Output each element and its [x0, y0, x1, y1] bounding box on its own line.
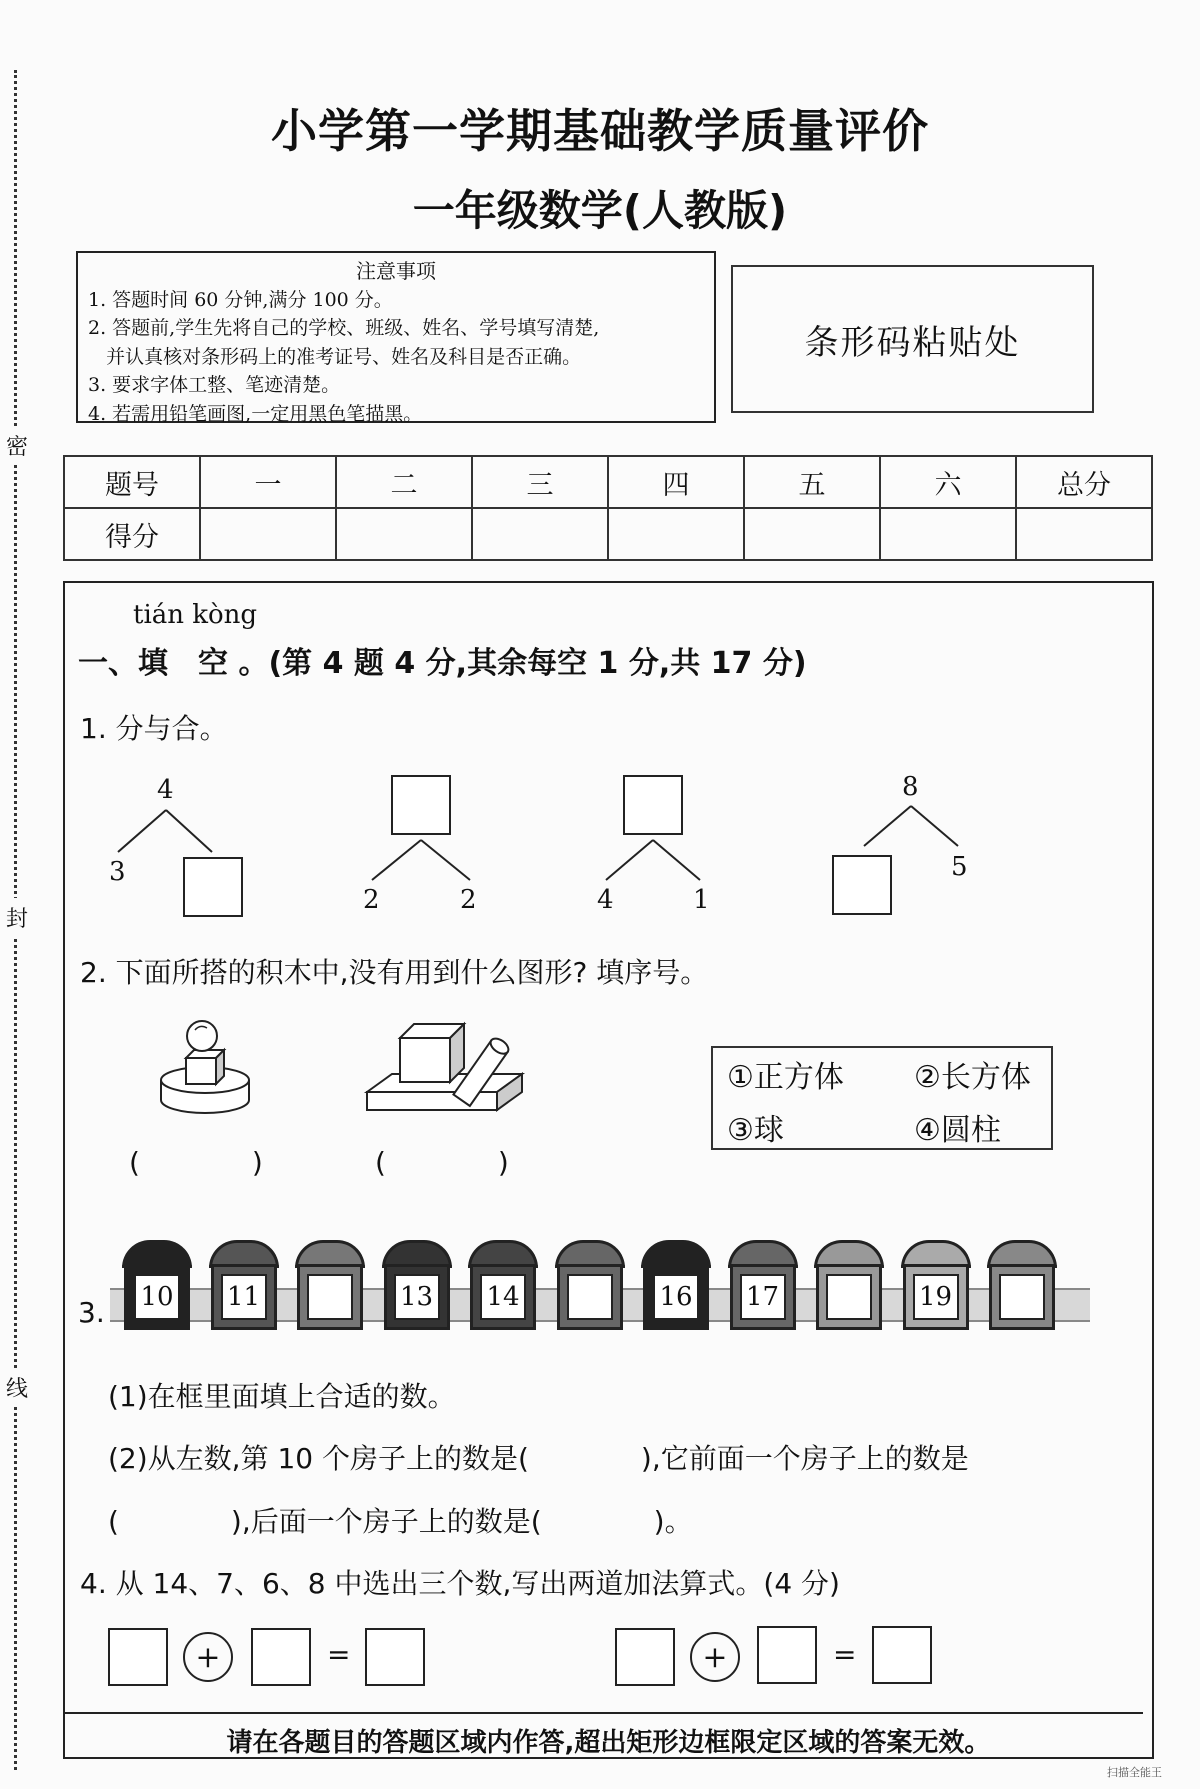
house: [641, 1240, 711, 1330]
page-subtitle: 一年级数学(人教版): [412, 186, 788, 235]
house: [814, 1240, 884, 1330]
barcode-label: 条形码粘贴处: [804, 322, 1021, 363]
scanner-watermark: 扫描全能王: [1107, 1766, 1162, 1779]
q1-label: 1. 分与合。: [80, 712, 228, 745]
addend-box[interactable]: [615, 1628, 675, 1686]
tree-top-number: 8: [902, 772, 919, 802]
house-answer-box[interactable]: [999, 1274, 1045, 1320]
tree-right-number: 5: [951, 852, 968, 882]
plus-sign: +: [183, 1632, 233, 1682]
house-number: 14: [480, 1274, 526, 1320]
sum-box[interactable]: [365, 1628, 425, 1686]
notice-item: 2. 答题前,学生先将自己的学校、班级、姓名、学号填写清楚,: [88, 317, 600, 339]
tree-right-number: 2: [460, 885, 477, 915]
answer-paren[interactable]: ( ): [129, 1146, 263, 1179]
side-mark-mi: 密: [6, 426, 28, 465]
legend-item: ②长方体: [914, 1060, 1031, 1095]
notice-item: 3. 要求字体工整、笔迹清楚。: [88, 374, 341, 396]
tree-top-number: 4: [157, 775, 174, 805]
house-answer-box[interactable]: [567, 1274, 613, 1320]
score-header-cell: 四: [608, 456, 744, 508]
legend-item: ①正方体: [727, 1060, 844, 1095]
score-row-label: 得分: [64, 508, 200, 560]
score-header-cell: 总分: [1016, 456, 1152, 508]
house: [987, 1240, 1057, 1330]
score-header-cell: 五: [744, 456, 880, 508]
section-heading: 一、填 空 。(第 4 题 4 分,其余每空 1 分,共 17 分): [78, 646, 807, 681]
q3-sub1: (1)在框里面填上合适的数。: [108, 1380, 456, 1413]
answer-box[interactable]: [832, 855, 892, 915]
answer-paren[interactable]: ( ): [375, 1146, 509, 1179]
notice-item: 并认真核对条形码上的准考证号、姓名及科目是否正确。: [88, 345, 582, 368]
house-number: 11: [221, 1274, 267, 1320]
side-mark-xian: 线: [6, 1368, 28, 1407]
answer-box[interactable]: [623, 775, 683, 835]
block-set-1-image: [150, 1010, 260, 1120]
equals-sign: =: [833, 1638, 857, 1671]
plus-sign: +: [690, 1632, 740, 1682]
side-mark-feng: 封: [6, 898, 28, 937]
shape-legend: [711, 1046, 1053, 1150]
notice-item: 1. 答题时间 60 分钟,满分 100 分。: [88, 288, 393, 311]
house-number: 16: [653, 1274, 699, 1320]
addend-box[interactable]: [251, 1628, 311, 1686]
house-number: 10: [134, 1274, 180, 1320]
tree-left-number: 4: [597, 885, 614, 915]
legend-item: ④圆柱: [914, 1113, 1001, 1148]
q3-sub2-line1: (2)从左数,第 10 个房子上的数是( ),它前面一个房子上的数是: [108, 1442, 969, 1475]
q3-sub2-line2: ( ),后面一个房子上的数是( )。: [108, 1505, 693, 1538]
section-pinyin: tián kòng: [133, 600, 258, 630]
answer-box[interactable]: [391, 775, 451, 835]
addend-box[interactable]: [108, 1628, 168, 1686]
legend-item: ③球: [727, 1113, 784, 1148]
house: [468, 1240, 538, 1330]
house: [728, 1240, 798, 1330]
house: [295, 1240, 365, 1330]
score-header-cell: 题号: [64, 456, 200, 508]
sum-box[interactable]: [872, 1626, 932, 1684]
footer-divider: [63, 1712, 1143, 1714]
house-number: 13: [394, 1274, 440, 1320]
house-number: 19: [913, 1274, 959, 1320]
q4-label: 4. 从 14、7、6、8 中选出三个数,写出两道加法算式。(4 分): [80, 1567, 840, 1600]
score-header-cell: 三: [472, 456, 608, 508]
q2-label: 2. 下面所搭的积木中,没有用到什么图形? 填序号。: [80, 956, 709, 989]
house: [555, 1240, 625, 1330]
house-answer-box[interactable]: [307, 1274, 353, 1320]
score-header-cell: 一: [200, 456, 336, 508]
block-set-2-image: [362, 1012, 532, 1112]
house: [382, 1240, 452, 1330]
house-number: 17: [740, 1274, 786, 1320]
answer-box[interactable]: [183, 857, 243, 917]
tree-left-number: 3: [109, 857, 126, 887]
notice-heading: 注意事项: [356, 259, 436, 283]
tree-left-number: 2: [363, 885, 380, 915]
score-header-cell: 六: [880, 456, 1016, 508]
house: [901, 1240, 971, 1330]
page-title: 小学第一学期基础教学质量评价: [271, 104, 929, 158]
house: [209, 1240, 279, 1330]
score-header-cell: 二: [336, 456, 472, 508]
q3-label: 3.: [78, 1296, 105, 1329]
equals-sign: =: [327, 1638, 351, 1671]
footer-note: 请在各题目的答题区域内作答,超出矩形边框限定区域的答案无效。: [226, 1728, 991, 1758]
tree-right-number: 1: [693, 885, 710, 915]
house: [122, 1240, 192, 1330]
addend-box[interactable]: [757, 1626, 817, 1684]
house-answer-box[interactable]: [826, 1274, 872, 1320]
notice-item: 4. 若需用铅笔画图,一定用黑色笔描黑。: [88, 402, 423, 425]
